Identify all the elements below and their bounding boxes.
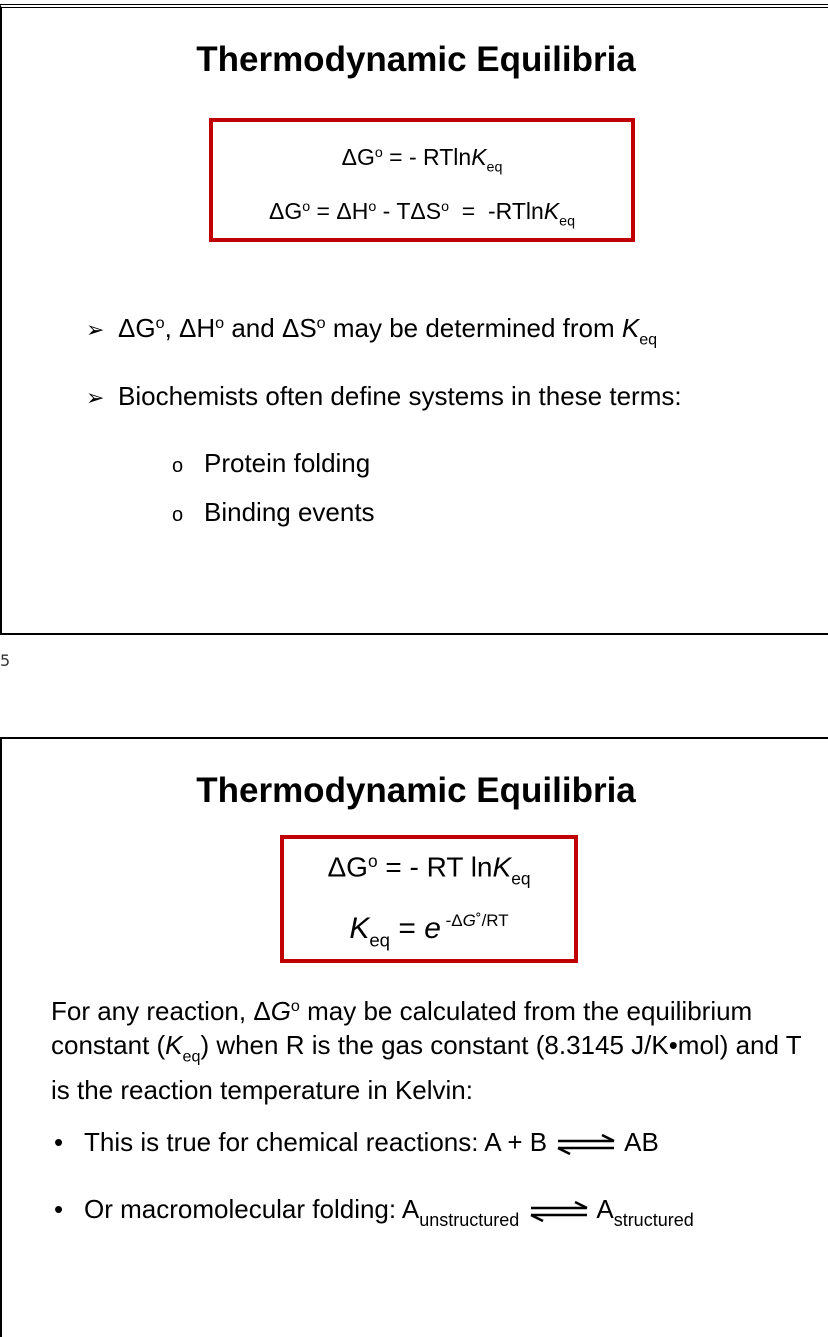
- slide-1-title: Thermodynamic Equilibria: [196, 40, 636, 79]
- equation-box-2: [280, 835, 578, 963]
- equation-1: $\Delta G^o$ = - RTlnK$_{eq}$: [341, 144, 503, 176]
- slide-1: [0, 4, 828, 635]
- dot-bullet-icon: •: [54, 1194, 64, 1224]
- slide-2-title: Thermodynamic Equilibria: [196, 771, 636, 810]
- bullet-chemical-reactions: • This is true for chemical reactions: A + B AB: [54, 1127, 659, 1157]
- page-number: 5: [0, 651, 11, 670]
- equilibrium-arrows-icon: [554, 1133, 618, 1155]
- sub-item-binding-events: o Binding events: [172, 497, 375, 527]
- equation-box-1: [209, 118, 635, 242]
- equation-4: $K_{eq} = e$ $^{-\Delta G˚/RT}$: [349, 911, 509, 951]
- equation-3: $\Delta G^o$ = - RT lnK$_{eq}$: [327, 851, 531, 889]
- sub-item-protein-folding: o Protein folding: [172, 448, 371, 478]
- dot-bullet-icon: •: [54, 1127, 64, 1157]
- circle-bullet-icon: o: [172, 455, 184, 477]
- bullet-biochemists: ➢ Biochemists often define systems in these terms:: [86, 381, 682, 411]
- slide-2: [0, 737, 828, 1337]
- arrow-bullet-icon: ➢: [86, 317, 105, 342]
- bullet-macromolecular-folding: • Or macromolecular folding: $A_{unstructured}$ $A_{structured}$: [54, 1194, 694, 1231]
- circle-bullet-icon: o: [172, 504, 184, 526]
- equilibrium-paragraph: For any reaction, $\Delta G^o$ may be calculated from the equilibrium constant $(K_{eq})$ when R is the gas constant (8.3145 J/K•mol) and T is the reaction temperature in Kelvin:: [51, 995, 802, 1106]
- equation-2: $\Delta G^o = \Delta H^o - T\Delta S^o = -RTlnK_{eq}$: [268, 198, 576, 230]
- bullet-delta-params: ➢ $\Delta G^o$, $\Delta H^o$ and $\Delta S^o$ may be determined from $K_{eq}$: [86, 313, 658, 349]
- equilibrium-arrows-icon: [527, 1200, 591, 1222]
- arrow-bullet-icon: ➢: [86, 385, 105, 410]
